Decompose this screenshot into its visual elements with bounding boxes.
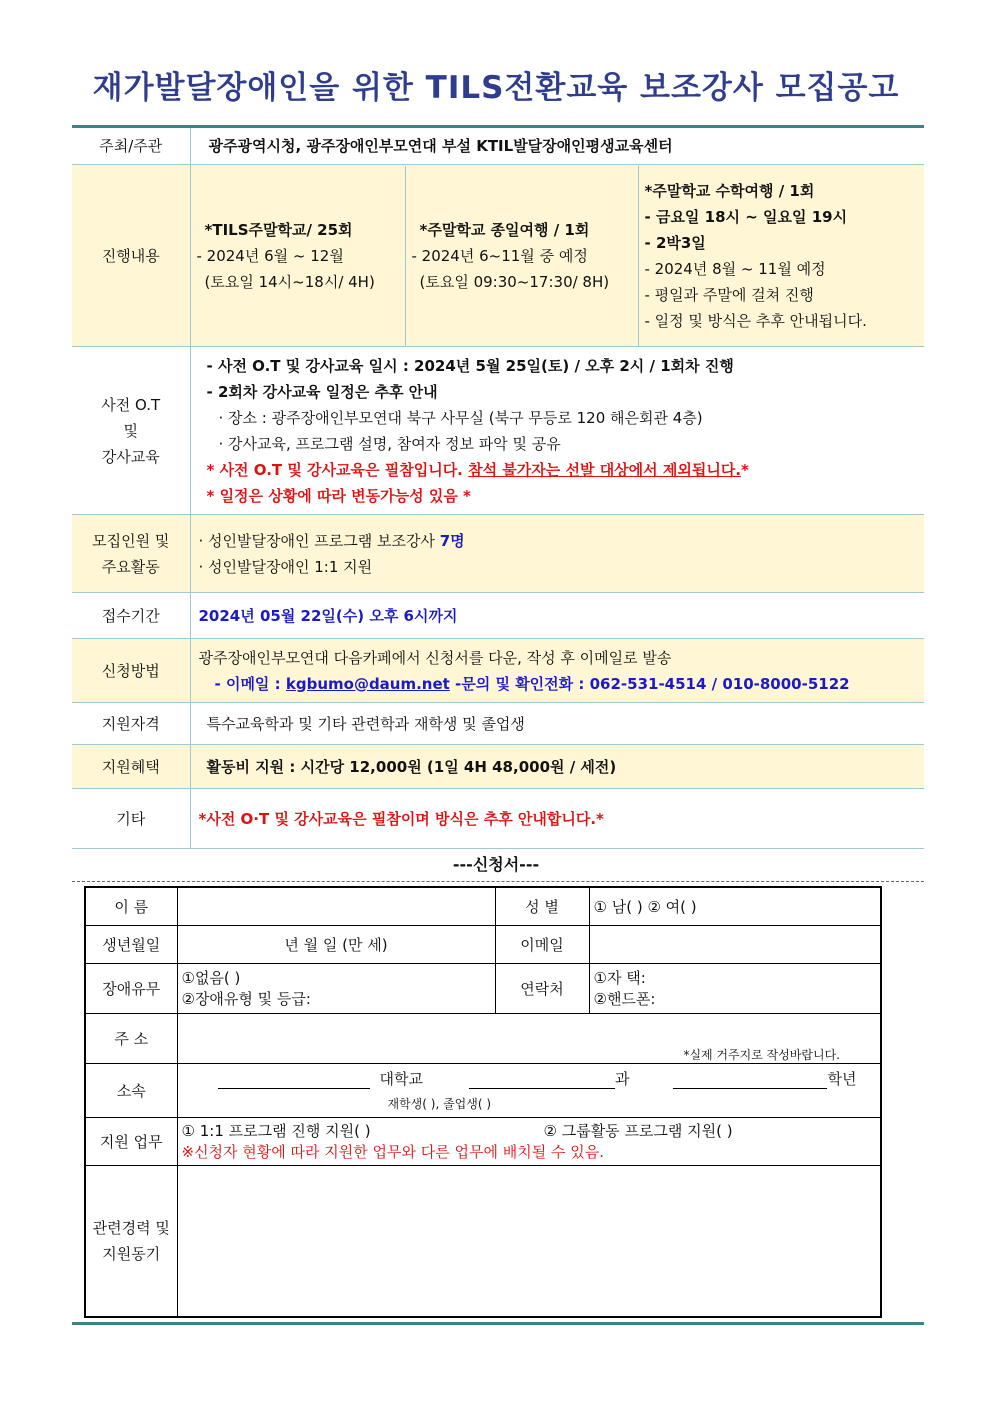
program-col-school-trip (639, 166, 925, 346)
form-heading: ---신청서--- (452, 855, 540, 874)
disability-label: 장애유무 (85, 963, 177, 1013)
program-cell (190, 165, 924, 347)
recruit-line2: · 성인발달장애인 1:1 지원 (198, 557, 373, 576)
ot-line5-underlined: 참석 불가자는 선발 대상에서 제외됩니다. (468, 460, 742, 479)
univ-label: 대학교 (379, 1070, 423, 1088)
contact-label: 연락처 (495, 963, 589, 1013)
form-row-disability (85, 963, 881, 1013)
period-value: 2024년 05월 22일(수) 오후 6시까지 (198, 606, 458, 625)
ot-line3: · 장소 : 광주장애인부모연대 북구 사무실 (북구 무등로 120 해은회관 4층) (218, 408, 703, 427)
form-row-career (85, 1165, 881, 1317)
program-col3-line4: - 평일과 주말에 걸쳐 진행 (644, 285, 814, 304)
benefit-row (72, 745, 924, 789)
ot-line5-c: * (741, 460, 749, 479)
duty-option-group[interactable]: ② 그룹활동 프로그램 지원( ) (543, 1122, 733, 1140)
period-row (72, 593, 924, 639)
ot-label-line1: 사전 O.T (101, 395, 161, 414)
contact-home: ①자 택: (593, 969, 646, 987)
application-form (84, 886, 882, 1318)
apply-line1: 광주장애인부모연대 다음카페에서 신청서를 다운, 작성 후 이메일로 발송 (198, 648, 672, 667)
duty-label: 지원 업무 (85, 1117, 177, 1165)
form-row-affiliation (85, 1063, 881, 1117)
contact-mobile: ②핸드폰: (593, 990, 656, 1008)
disability-input[interactable] (177, 963, 495, 1013)
email-input[interactable] (589, 925, 881, 963)
ot-line5 (207, 457, 917, 483)
program-col2-line1: - 2024년 6~11월 중 예정 (411, 246, 588, 265)
qual-value: 특수교육학과 및 기타 관련학과 재학생 및 졸업생 (206, 714, 525, 733)
affiliation-label: 소속 (85, 1063, 177, 1117)
year-label: 학년 (827, 1070, 857, 1088)
etc-label: 기타 (72, 789, 190, 849)
dept-label: 과 (614, 1070, 630, 1088)
form-row-duty (85, 1117, 881, 1165)
recruit-count: 7명 (439, 531, 465, 550)
duty-option-1on1[interactable]: ① 1:1 프로그램 진행 지원( ) (181, 1122, 371, 1140)
recruit-row (72, 515, 924, 593)
etc-value: *사전 O·T 및 강사교육은 필참이며 방식은 추후 안내합니다.* (198, 809, 604, 828)
info-table (72, 125, 924, 849)
page-title: 재가발달장애인을 위한 TILS전환교육 보조강사 모집공고 (92, 70, 900, 106)
program-col3-line1: - 금요일 18시 ~ 일요일 19시 (644, 207, 848, 226)
program-col3-line2: - 2박3일 (644, 233, 706, 252)
ot-label-line2: 및 (123, 421, 138, 440)
program-col3-line5: - 일정 및 방식은 추후 안내됩니다. (644, 311, 867, 330)
benefit-value: 활동비 지원 : 시간당 12,000원 (1일 4H 48,000원 / 세전) (190, 745, 924, 789)
name-label: 이 름 (85, 887, 177, 925)
program-col-weekend-school (191, 166, 406, 346)
ot-line5-a: * 사전 O.T 및 강사교육은 필참입니다. (206, 460, 469, 479)
program-col1-line2: (토요일 14시~18시/ 4H) (204, 272, 375, 291)
ot-line2: - 2회차 강사교육 일정은 추후 안내 (206, 382, 438, 401)
period-label: 접수기간 (72, 593, 190, 639)
bottom-rule (72, 1322, 924, 1325)
recruit-line1-text: · 성인발달장애인 프로그램 보조강사 (198, 531, 440, 550)
apply-email-link[interactable]: kgbumo@daum.net (285, 674, 450, 693)
gender-label: 성 별 (495, 887, 589, 925)
recruit-label (72, 515, 190, 593)
career-input[interactable] (177, 1165, 881, 1317)
program-label: 진행내용 (72, 165, 190, 347)
affiliation-input[interactable] (177, 1063, 881, 1117)
email-label: 이메일 (495, 925, 589, 963)
program-col-day-trip (406, 166, 639, 346)
recruit-line1 (199, 528, 917, 554)
apply-row (72, 639, 924, 703)
ot-value (190, 347, 924, 515)
gender-options[interactable]: ① 남( ) ② 여( ) (589, 887, 881, 925)
ot-line6: * 일정은 상황에 따라 변동가능성 있음 * (206, 486, 471, 505)
address-note: *실제 거주지로 작성바랍니다. (683, 1047, 840, 1062)
benefit-label: 지원혜택 (72, 745, 190, 789)
ot-row (72, 347, 924, 515)
apply-email-label: - 이메일 : (214, 674, 286, 693)
recruit-label-line2: 주요활동 (101, 557, 160, 576)
qual-row (72, 703, 924, 745)
contact-input[interactable] (589, 963, 881, 1013)
career-label-line1: 관련경력 및 (92, 1218, 170, 1237)
program-col1-line1: - 2024년 6월 ~ 12월 (196, 246, 344, 265)
form-row-name (85, 887, 881, 925)
program-col2-title: *주말학교 종일여행 / 1회 (419, 220, 590, 239)
program-col1-title: *TILS주말학교/ 25회 (204, 220, 353, 239)
dept-blank[interactable] (469, 1088, 615, 1089)
birth-input[interactable]: 년 월 일 (만 세) (177, 925, 495, 963)
apply-label: 신청방법 (72, 639, 190, 703)
form-row-address (85, 1013, 881, 1063)
address-label: 주 소 (85, 1013, 177, 1063)
ot-line4: · 강사교육, 프로그램 설명, 참여자 정보 파악 및 공유 (218, 434, 561, 453)
host-value: 광주광역시청, 광주장애인부모연대 부설 KTIL발달장애인평생교육센터 (208, 137, 673, 155)
dotted-divider (72, 881, 924, 882)
form-row-birth (85, 925, 881, 963)
apply-line2 (199, 671, 917, 697)
year-blank[interactable] (673, 1088, 827, 1089)
career-label-line2: 지원동기 (102, 1244, 161, 1263)
recruit-label-line1: 모집인원 및 (92, 531, 170, 550)
host-label: 주최/주관 (72, 127, 190, 165)
etc-row (72, 789, 924, 849)
recruit-value (190, 515, 924, 593)
host-row (72, 127, 924, 165)
program-col3-title: *주말학교 수학여행 / 1회 (644, 181, 815, 200)
birth-label: 생년월일 (85, 925, 177, 963)
career-label (85, 1165, 177, 1317)
program-row (72, 165, 924, 347)
apply-value (190, 639, 924, 703)
ot-line1: - 사전 O.T 및 강사교육 일시 : 2024년 5월 25일(토) / 오후 2시 / 1회차 진행 (206, 356, 734, 375)
ot-label-line3: 강사교육 (101, 447, 160, 466)
duty-note: ※신청자 현황에 따라 지원한 업무와 다른 업무에 배치될 수 있음. (181, 1143, 605, 1161)
name-input[interactable] (177, 887, 495, 925)
disability-none: ①없음( ) (181, 969, 241, 987)
univ-blank[interactable] (218, 1088, 370, 1089)
ot-label (72, 347, 190, 515)
disability-type: ②장애유형 및 등급: (181, 990, 311, 1008)
qual-label: 지원자격 (72, 703, 190, 745)
program-col3-line3: - 2024년 8월 ~ 11월 예정 (644, 259, 826, 278)
duty-input[interactable] (177, 1117, 881, 1165)
affiliation-status: 재학생( ), 졸업생( ) (387, 1097, 492, 1111)
address-input[interactable] (177, 1013, 881, 1063)
apply-phone: -문의 및 확인전화 : 062-531-4514 / 010-8000-5122 (449, 674, 850, 693)
program-col2-line2: (토요일 09:30~17:30/ 8H) (419, 272, 610, 291)
